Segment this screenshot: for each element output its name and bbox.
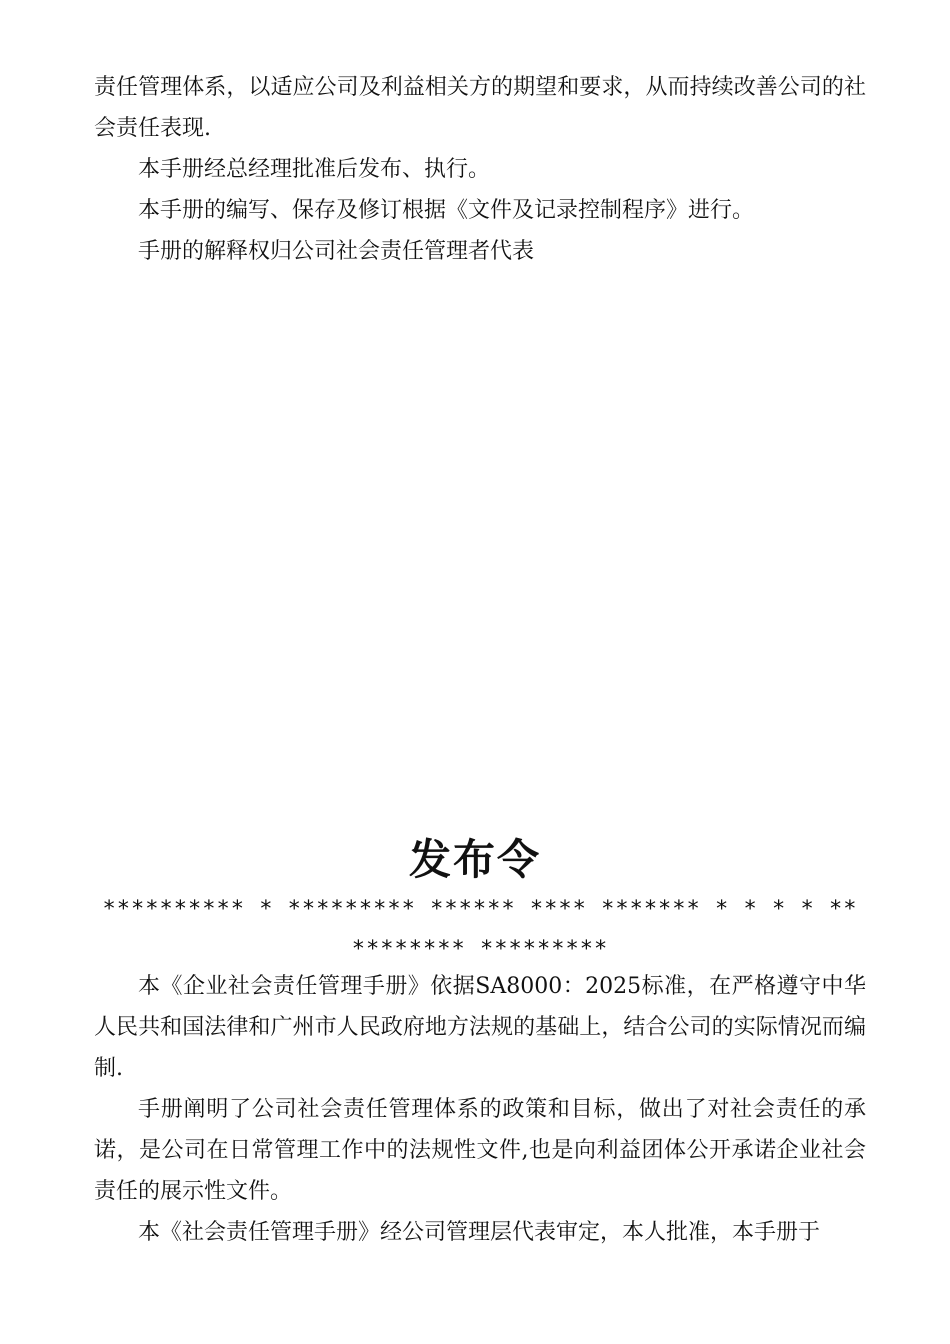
paragraph-policy: 手册阐明了公司社会责任管理体系的政策和目标，做出了对社会责任的承诺，是公司在日常管理工作中的法规性文件,也是向利益团体公开承诺企业社会责任的展示性文件。 [94, 1097, 866, 1204]
paragraph-interpretation: 手册的解释权归公司社会责任管理者代表 [138, 239, 535, 264]
stars-line-2: ******** ********* [351, 937, 609, 962]
top-text-section [94, 67, 866, 272]
redacted-stars-line [94, 890, 866, 970]
paragraph-approval-statement: 本《社会责任管理手册》经公司管理层代表审定，本人批准，本手册于 [138, 1220, 821, 1245]
paragraph-revision: 本手册的编写、保存及修订根据《文件及记录控制程序》进行。 [138, 198, 755, 223]
stars-line-1: ********** * ********* ****** **** ******* * * * * ** [102, 897, 858, 922]
paragraph-continuation: 责任管理体系，以适应公司及利益相关方的期望和要求，从而持续改善公司的社会责任表现. [94, 75, 866, 141]
paragraph-basis: 本《企业社会责任管理手册》依据SA8000：2025标准，在严格遵守中华人民共和国法律和广州市人民政府地方法规的基础上，结合公司的实际情况而编制. [94, 974, 866, 1081]
release-body-section [94, 966, 866, 1253]
release-order-title: 发布令 [408, 835, 541, 884]
paragraph-approval: 本手册经总经理批准后发布、执行。 [138, 157, 491, 182]
